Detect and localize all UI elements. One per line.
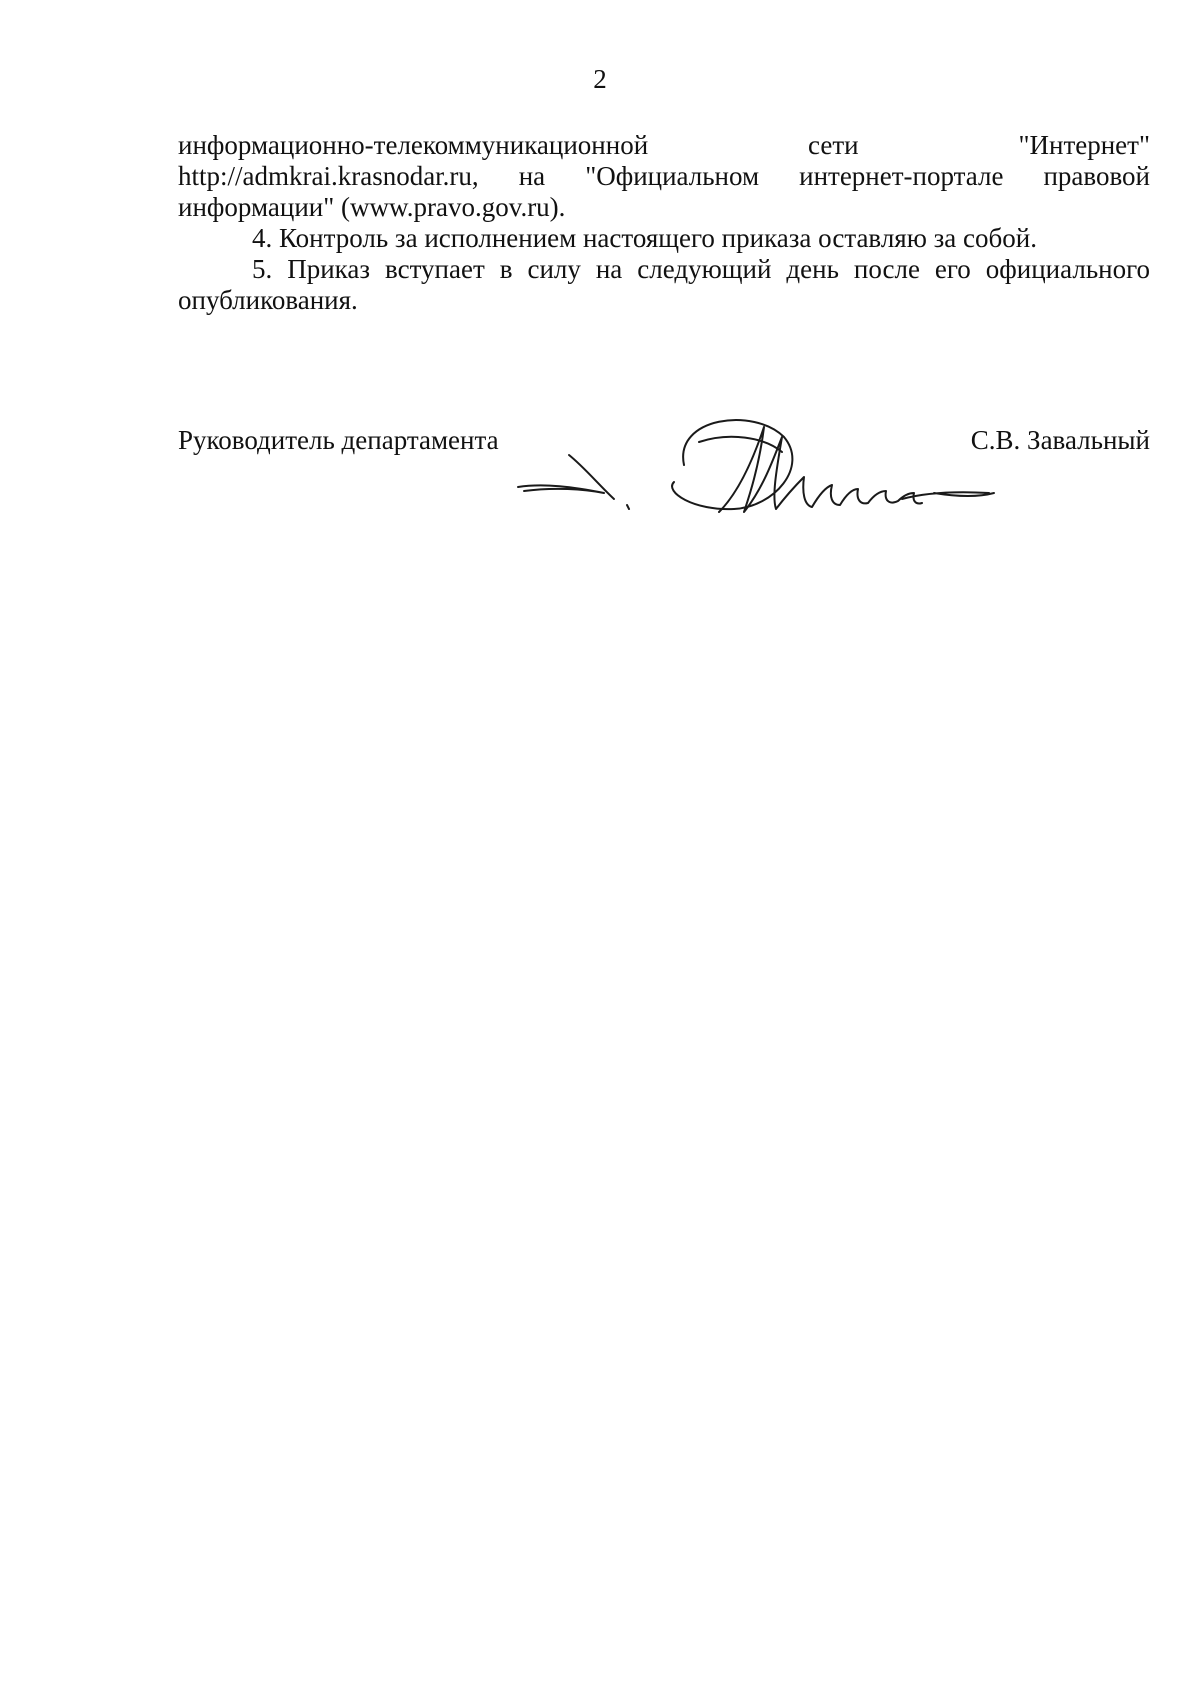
text-segment: "Интернет" <box>1018 130 1150 160</box>
paragraph-line-1 <box>178 130 1150 161</box>
document-body <box>178 130 1150 316</box>
text-segment: "Официальном <box>585 161 760 191</box>
url-text: http://admkrai.krasnodar.ru, <box>178 161 479 191</box>
text-segment: информационно-телекоммуникационной <box>178 130 649 160</box>
paragraph-line-3: информации" (www.pravo.gov.ru). <box>178 192 566 222</box>
signatory-name: С.В. Завальный <box>970 425 1150 455</box>
paragraph-line-2 <box>178 161 1150 192</box>
text-segment: правовой <box>1043 161 1150 191</box>
handwritten-signature <box>514 397 1014 537</box>
text-segment: интернет-портале <box>799 161 1004 191</box>
signature-block <box>178 425 1150 535</box>
text-segment: на <box>518 161 546 191</box>
signatory-title: Руководитель департамента <box>178 425 499 455</box>
clause-4: 4. Контроль за исполнением настоящего приказа оставляю за собой. <box>252 223 1037 253</box>
page-number: 2 <box>593 64 607 94</box>
clause-5: 5. Приказ вступает в силу на следующий день после его официального опубликования. <box>178 254 1150 315</box>
text-segment: сети <box>808 130 859 160</box>
